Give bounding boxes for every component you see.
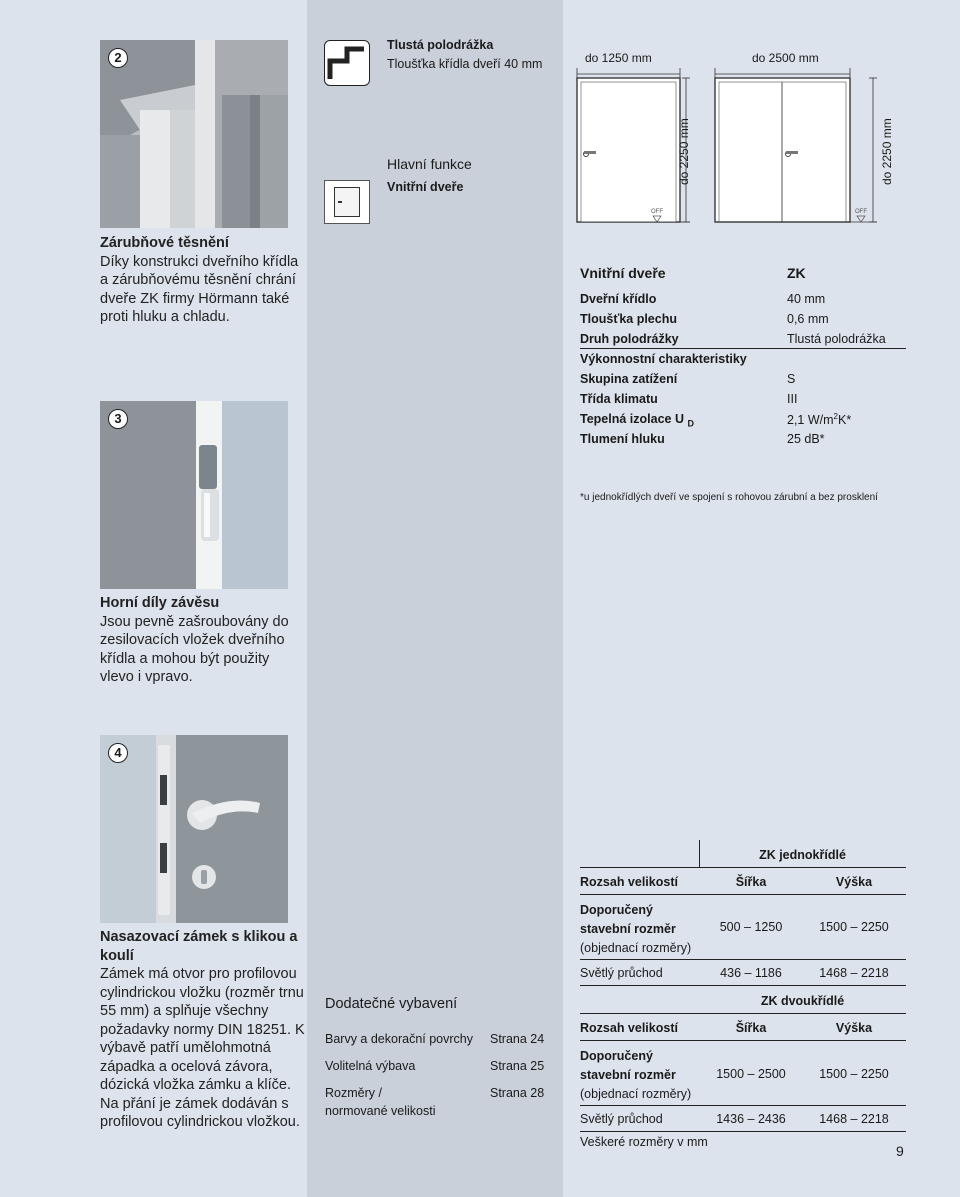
extras-key	[325, 1084, 485, 1120]
size-rec-width: 500 – 1250	[719, 920, 783, 934]
size-rec-line1: Doporučený	[580, 1049, 653, 1063]
size-clear-height: 1468 – 2218	[819, 966, 889, 980]
photo-hinge	[100, 401, 288, 589]
single-door-width-label: do 1250 mm	[585, 51, 652, 65]
double-door-height-label: do 2250 mm	[880, 118, 894, 185]
size-header-height: Výška	[835, 875, 873, 889]
size-rec-line2: stavební rozměr	[580, 1068, 676, 1082]
spec-row	[580, 292, 906, 312]
size-rec-line2: stavební rozměr	[580, 922, 676, 936]
size-recommended-label	[580, 1047, 691, 1104]
spec-value: III	[787, 392, 798, 406]
door-dimension-drawing	[570, 44, 900, 224]
spec-row	[580, 332, 906, 352]
size-clear-label: Světlý průchod	[580, 966, 663, 980]
size-header-height: Výška	[835, 1021, 873, 1035]
size-header-width: Šířka	[735, 875, 767, 889]
spec-key: Skupina zatížení	[580, 372, 678, 386]
spec-head-right: ZK	[787, 265, 806, 281]
spec-value	[787, 412, 851, 427]
size-recommended-label	[580, 901, 691, 958]
photo-badge: 4	[108, 743, 128, 763]
rebate-title: Tlustá polodrážka	[387, 38, 494, 52]
size-table-single-title: ZK jednokřídlé	[759, 848, 846, 862]
spec-row	[580, 432, 906, 452]
caption-body: Jsou pevně zašroubovány do zesilovacích vložek dveřního křídla a mohou být použity vlevo i vpravo.	[100, 613, 289, 685]
single-door-height-label: do 2250 mm	[677, 118, 691, 185]
spec-head-left: Vnitřní dveře	[580, 265, 666, 281]
size-clear-width: 1436 – 2436	[716, 1112, 786, 1126]
size-divider	[580, 959, 906, 960]
caption-body: Zámek má otvor pro profilovou cylindrickou vložku (rozměr trnu 55 mm) a splňuje všechny požadavky normy DIN 18251. K výbavě patří umělohmotná západka a ocelová závora, dózická vložka zámku a klíče. Na přání je zámek dodáván s profilovou cylindrickou vložkou.	[100, 966, 305, 1130]
frame-seal-image	[100, 40, 288, 228]
main-function-title: Hlavní funkce	[387, 156, 472, 172]
size-clear-width: 436 – 1186	[720, 966, 782, 980]
spec-value: 25 dB*	[787, 432, 825, 446]
size-divider	[580, 867, 906, 868]
size-rec-line3: (objednací rozměry)	[580, 941, 692, 955]
size-clear-height: 1468 – 2218	[819, 1112, 889, 1126]
spec-key: Dveřní křídlo	[580, 292, 657, 306]
hinge-image	[100, 401, 288, 589]
double-door-width-label: do 2500 mm	[752, 51, 819, 65]
extras-title: Dodatečné vybavení	[325, 996, 458, 1012]
spec-footnote: *u jednokřídlých dveří ve spojení s rohovou zárubní a bez prosklení	[580, 492, 878, 503]
thick-rebate-icon	[324, 40, 370, 86]
size-rec-line1: Doporučený	[580, 903, 653, 917]
extras-key-line2: normované velikosti	[325, 1104, 436, 1118]
page-number: 9	[896, 1143, 904, 1159]
spec-value: 40 mm	[787, 292, 826, 306]
photo-badge: 3	[108, 409, 128, 429]
spec-key-subscript: D	[687, 418, 694, 429]
caption-body: Díky konstrukci dveřního křídla a zárubňovému těsnění chrání dveře ZK firmy Hörmann také proti hluku a chladu.	[100, 253, 299, 325]
extras-value: Strana 24	[490, 1032, 545, 1046]
size-divider	[580, 1131, 906, 1132]
size-divider	[580, 1013, 906, 1014]
spec-row	[580, 312, 906, 332]
caption-title: Zárubňové těsnění	[100, 235, 229, 251]
photo-frame-seal	[100, 40, 288, 228]
spec-key: Třída klimatu	[580, 392, 658, 406]
extras-value: Strana 25	[490, 1059, 545, 1073]
extras-key: Barvy a dekorační povrchy	[325, 1032, 473, 1046]
photo-lock	[100, 735, 288, 923]
spec-key	[580, 412, 694, 429]
size-table-double-title: ZK dvoukřídlé	[760, 994, 845, 1008]
caption-title: Horní díly závěsu	[100, 595, 220, 611]
size-divider	[580, 1105, 906, 1106]
off-label-double: OFF	[855, 209, 867, 215]
spec-value-superscript: 2	[833, 412, 838, 421]
size-clear-label: Světlý průchod	[580, 1112, 663, 1126]
off-label-single: OFF	[651, 209, 663, 215]
spec-key: Výkonnostní charakteristiky	[580, 352, 747, 366]
spec-row	[580, 372, 906, 392]
inner-door-icon	[324, 180, 370, 224]
spec-value: S	[787, 372, 796, 386]
size-divider	[580, 985, 906, 986]
spec-key: Druh polodrážky	[580, 332, 679, 346]
spec-row	[580, 352, 906, 372]
spec-value: Tlustá polodrážka	[787, 332, 886, 346]
size-divider	[580, 894, 906, 895]
size-rec-line3: (objednací rozměry)	[580, 1087, 692, 1101]
spec-value-text: 2,1 W/m	[787, 413, 834, 428]
spec-value-tail: K*	[838, 413, 852, 428]
caption-title: Nasazovací zámek s klikou a koulí	[100, 929, 298, 964]
extras-value: Strana 28	[490, 1086, 545, 1100]
spec-divider	[580, 348, 906, 349]
caption-lock	[100, 928, 305, 1132]
spec-row	[580, 412, 906, 432]
size-rec-height: 1500 – 2250	[819, 1067, 889, 1081]
spec-row	[580, 392, 906, 412]
size-header-range: Rozsah velikostí	[580, 875, 678, 889]
size-rec-width: 1500 – 2500	[716, 1067, 786, 1081]
spec-key-text: Tepelná izolace U	[580, 412, 684, 426]
size-rec-height: 1500 – 2250	[819, 920, 889, 934]
size-note: Veškeré rozměry v mm	[580, 1135, 708, 1149]
rebate-subtitle: Tloušťka křídla dveří 40 mm	[387, 57, 543, 71]
spec-key: Tloušťka plechu	[580, 312, 677, 326]
caption-frame-seal	[100, 234, 300, 327]
main-function-subtitle: Vnitřní dveře	[387, 180, 464, 194]
lock-image	[100, 735, 288, 923]
size-header-range: Rozsah velikostí	[580, 1021, 678, 1035]
photo-badge: 2	[108, 48, 128, 68]
spec-key: Tlumení hluku	[580, 432, 665, 446]
size-header-width: Šířka	[735, 1021, 767, 1035]
spec-value: 0,6 mm	[787, 312, 829, 326]
extras-key: Volitelná výbava	[325, 1059, 416, 1073]
size-divider	[580, 1040, 906, 1041]
extras-key-line1: Rozměry /	[325, 1086, 382, 1100]
caption-hinge	[100, 594, 300, 687]
